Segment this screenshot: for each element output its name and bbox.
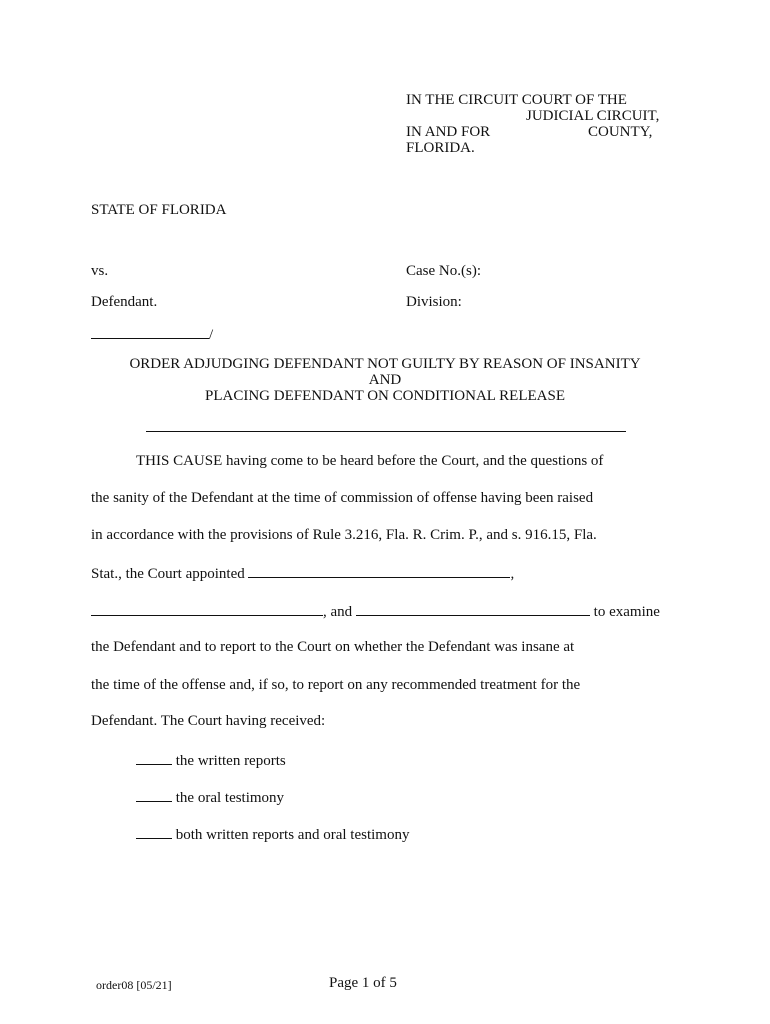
body-line7: the time of the offense and, if so, to report on any recommended treatment for the bbox=[91, 677, 581, 693]
case-number-label: Case No.(s): bbox=[406, 263, 481, 279]
appointed-expert3-blank[interactable] bbox=[356, 602, 590, 616]
court-in-and-for: IN AND FOR bbox=[406, 124, 491, 140]
option-written-reports bbox=[136, 751, 286, 769]
body-line4-text: Stat., the Court appointed bbox=[91, 566, 245, 582]
court-county: COUNTY, bbox=[588, 124, 653, 140]
appointed-expert2-blank[interactable] bbox=[91, 602, 323, 616]
option-written-reports-blank[interactable] bbox=[136, 751, 172, 765]
caption-defendant-name-line bbox=[91, 325, 213, 343]
order-title-line3: PLACING DEFENDANT ON CONDITIONAL RELEASE bbox=[205, 388, 565, 404]
title-divider bbox=[146, 431, 626, 432]
court-header-line1: IN THE CIRCUIT COURT OF THE bbox=[406, 92, 627, 108]
court-judicial-circuit: JUDICIAL CIRCUIT, bbox=[526, 108, 660, 124]
body-line4 bbox=[91, 564, 514, 582]
page-number: Page 1 of 5 bbox=[329, 975, 397, 991]
body-line5 bbox=[91, 602, 660, 620]
order-title-line2: AND bbox=[368, 372, 402, 388]
defendant-name-blank[interactable] bbox=[91, 325, 209, 339]
option-both bbox=[136, 825, 409, 843]
body-line2: the sanity of the Defendant at the time of commission of offense having been raised bbox=[91, 490, 594, 506]
form-id: order08 [05/21] bbox=[96, 978, 172, 992]
order-title-line1: ORDER ADJUDGING DEFENDANT NOT GUILTY BY REASON OF INSANITY bbox=[129, 356, 641, 372]
division-label: Division: bbox=[406, 294, 462, 310]
body-line5-and: , and bbox=[323, 604, 353, 620]
body-line1: THIS CAUSE having come to be heard before the Court, and the questions of bbox=[136, 453, 604, 469]
appointed-expert1-blank[interactable] bbox=[248, 564, 510, 578]
caption-plaintiff: STATE OF FLORIDA bbox=[91, 202, 227, 218]
body-line6: the Defendant and to report to the Court on whether the Defendant was insane at bbox=[91, 639, 575, 655]
option-oral-testimony-blank[interactable] bbox=[136, 788, 172, 802]
option-written-reports-label: the written reports bbox=[175, 753, 286, 769]
option-oral-testimony-label: the oral testimony bbox=[175, 790, 285, 806]
body-line4-comma: , bbox=[510, 566, 515, 582]
option-both-label: both written reports and oral testimony bbox=[175, 827, 410, 843]
caption-vs: vs. bbox=[91, 263, 109, 279]
caption-slash: / bbox=[209, 327, 214, 343]
court-state: FLORIDA. bbox=[406, 140, 475, 156]
option-oral-testimony bbox=[136, 788, 284, 806]
body-line5-examine: to examine bbox=[593, 604, 660, 620]
caption-defendant: Defendant. bbox=[91, 294, 158, 310]
option-both-blank[interactable] bbox=[136, 825, 172, 839]
body-line8: Defendant. The Court having received: bbox=[91, 713, 326, 729]
body-line3: in accordance with the provisions of Rule 3.216, Fla. R. Crim. P., and s. 916.15, Fla. bbox=[91, 527, 597, 543]
